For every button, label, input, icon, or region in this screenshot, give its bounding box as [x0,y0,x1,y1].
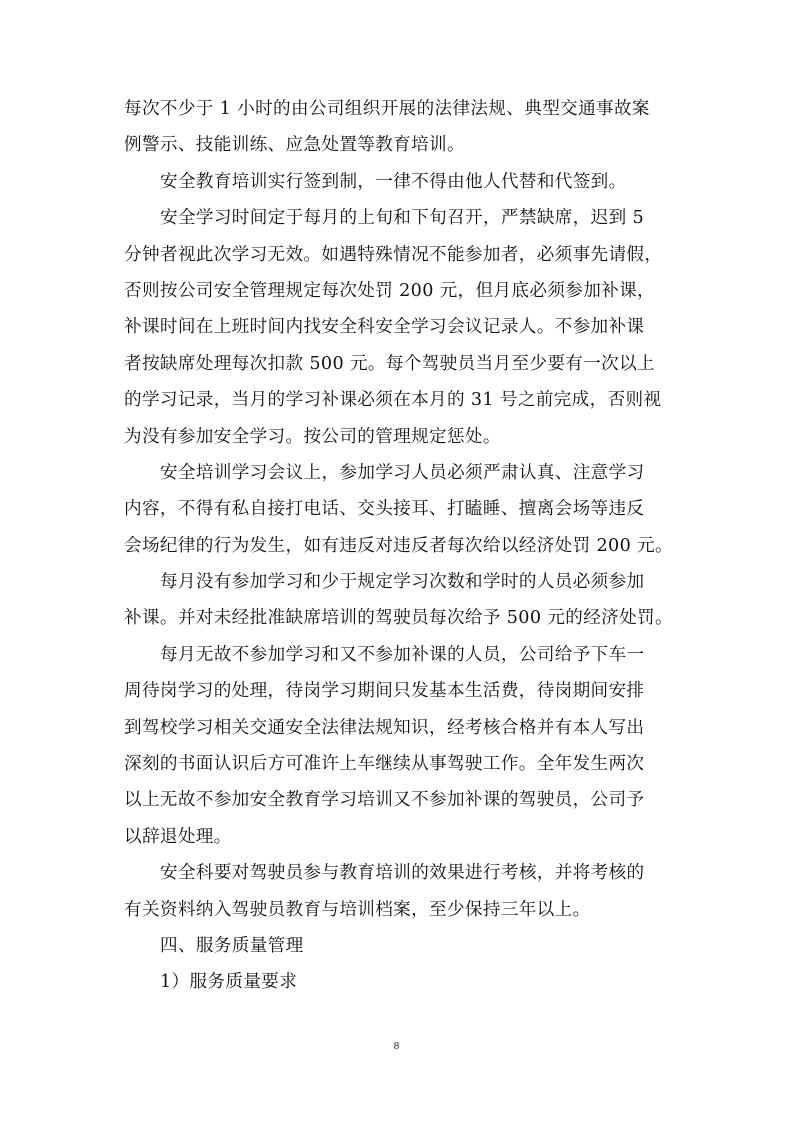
heading-line: 1）服务质量要求 [160,972,298,993]
paragraph-meeting-discipline [124,455,673,564]
text-line: 分钟者视此次学习无效。如遇特殊情况不能参加者，必须事先请假， [124,244,663,265]
text-line: 以辞退处理。 [124,826,232,847]
text-line: 安全科要对驾驶员参与教育培训的效果进行考核，并将考核的 [160,863,645,884]
page-number: 8 [393,1040,400,1052]
text-line: 例警示、技能训练、应急处置等教育培训。 [124,135,465,156]
subsection-heading-service-requirements [124,964,669,1000]
text-line: 每月没有参加学习和少于规定学习次数和学时的人员必须参加 [160,572,645,593]
text-line: 补课。并对未经批准缺席培训的驾驶员每次给予 500 元的经济处罚。 [124,608,673,629]
paragraph-suspension-rule [124,637,669,855]
text-line: 的学习记录，当月的学习补课必须在本月的 31 号之前完成，否则视 [124,390,662,411]
text-line: 会场纪律的行为发生，如有违反对违反者每次给以经济处罚 200 元。 [124,535,673,556]
heading-line: 四、服务质量管理 [160,935,304,956]
text-line: 深刻的书面认识后方可准许上车继续从事驾驶工作。全年发生两次 [124,754,645,775]
text-line: 为没有参加安全学习。按公司的管理规定惩处。 [124,426,501,447]
text-line: 内容，不得有私自接打电话、交头接耳、打瞌睡、擅离会场等违反 [124,499,645,520]
text-line: 安全学习时间定于每月的上旬和下旬召开，严禁缺席，迟到 5 [160,208,645,229]
text-line: 以上无故不参加安全教育学习培训又不参加补课的驾驶员，公司予 [124,790,645,811]
section-heading-service-quality [124,928,669,964]
text-line: 到驾校学习相关交通安全法律法规知识，经考核合格并有本人写出 [124,717,645,738]
text-line: 安全培训学习会议上，参加学习人员必须严肃认真、注意学习 [160,462,645,483]
text-line: 每月无故不参加学习和又不参加补课的人员，公司给予下车一 [160,644,645,665]
text-line: 有关资料纳入驾驶员教育与培训档案，至少保持三年以上。 [124,899,591,920]
document-body [124,91,673,1001]
paragraph-training-requirements [124,91,669,164]
text-line: 安全教育培训实行签到制，一律不得由他人代替和代签到。 [160,171,627,192]
paragraph-study-schedule [124,200,669,455]
paragraph-makeup-class [124,564,673,637]
text-line: 者按缺席处理每次扣款 500 元。每个驾驶员当月至少要有一次以上 [124,353,655,374]
text-line: 否则按公司安全管理规定每次处罚 200 元，但月底必须参加补课， [124,280,655,301]
text-line: 每次不少于 1 小时的由公司组织开展的法律法规、典型交通事故案 [124,99,650,119]
text-line: 周待岗学习的处理，待岗学习期间只发基本生活费，待岗期间安排 [124,681,645,702]
text-line: 补课时间在上班时间内找安全科安全学习会议记录人。不参加补课 [124,317,645,338]
paragraph-sign-in-rule [124,164,669,200]
paragraph-assessment-archive [124,855,669,928]
